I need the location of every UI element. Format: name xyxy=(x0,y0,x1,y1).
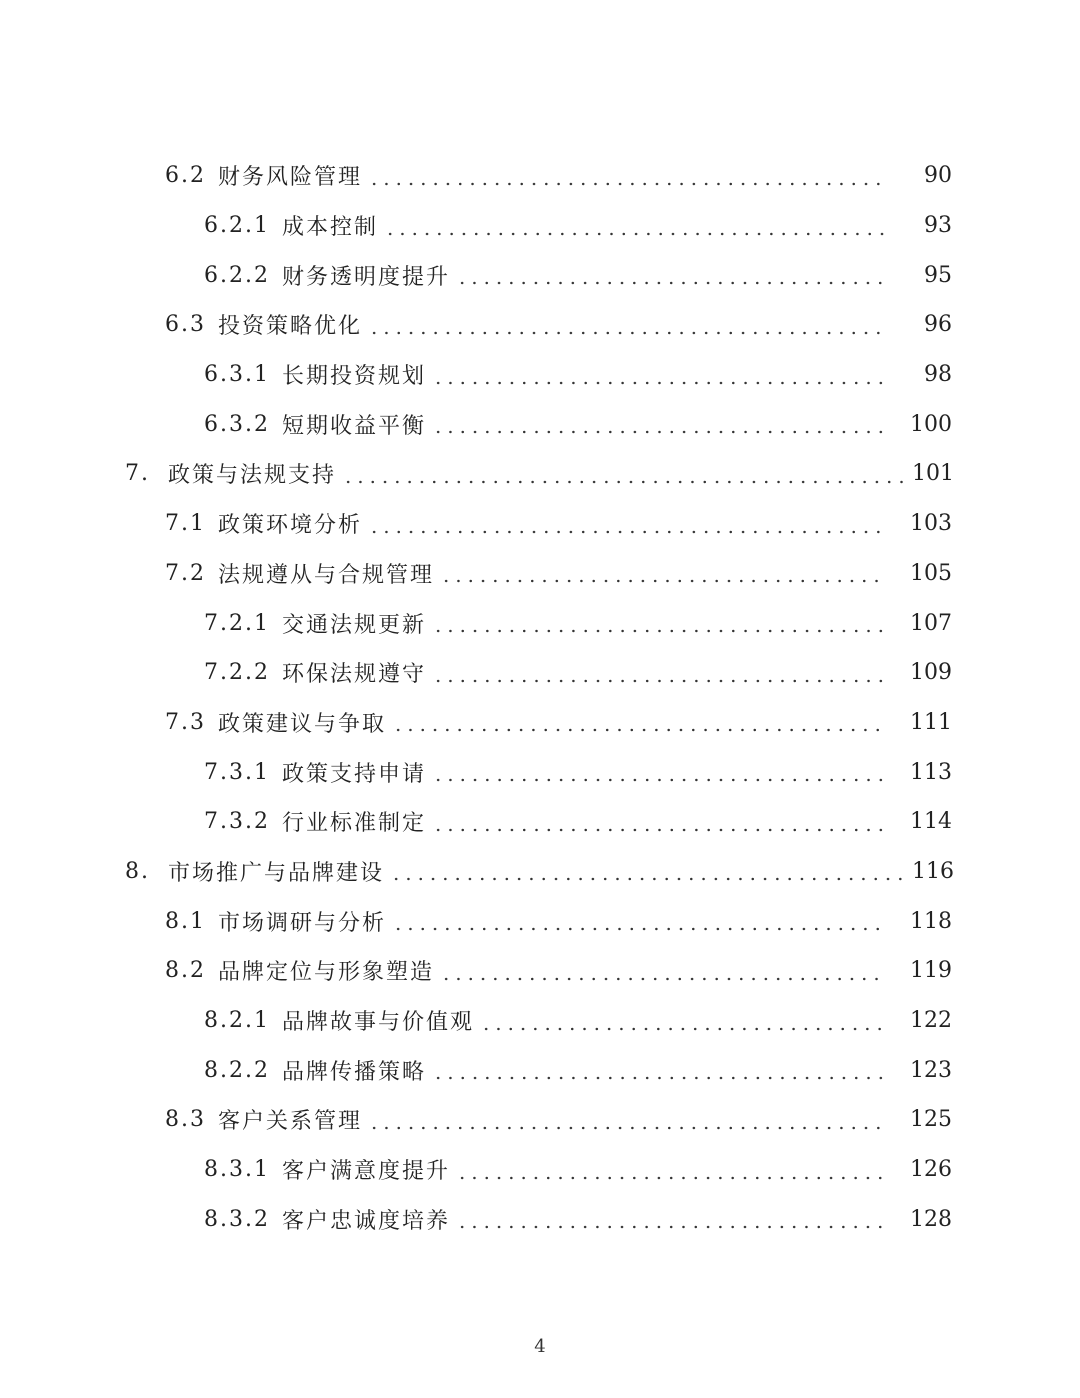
dot-leader xyxy=(432,381,884,385)
toc-entry[interactable] xyxy=(0,1194,1080,1244)
dot-leader xyxy=(368,530,884,534)
toc-entry-number: 7.2 xyxy=(165,560,206,586)
toc-entry[interactable] xyxy=(0,698,1080,748)
toc-entry-page: 100 xyxy=(910,411,952,437)
toc-entry-number: 7.3.2 xyxy=(204,809,270,835)
toc-entry-title: 法规遵从与合规管理 xyxy=(218,562,435,588)
page-number: 4 xyxy=(534,1336,546,1357)
toc-entry[interactable] xyxy=(0,151,1080,201)
toc-entry-title: 投资策略优化 xyxy=(218,314,363,340)
toc-entry[interactable] xyxy=(0,499,1080,549)
toc-entry-number: 8.2.1 xyxy=(204,1008,270,1034)
dot-leader xyxy=(368,1126,884,1130)
dot-leader xyxy=(368,182,884,186)
toc-entry-number: 6.2.1 xyxy=(204,213,270,239)
toc-entry-title: 环保法规遵守 xyxy=(281,662,426,688)
toc-entry-number: 7.2.1 xyxy=(204,610,270,636)
toc-entry[interactable] xyxy=(0,797,1080,847)
dot-leader xyxy=(384,232,884,236)
toc-entry-title: 市场推广与品牌建设 xyxy=(168,860,385,886)
toc-entry-title: 客户关系管理 xyxy=(218,1109,363,1135)
toc-entry[interactable] xyxy=(0,1145,1080,1195)
toc-entry-page: 114 xyxy=(910,809,952,835)
toc-entry-title: 财务风险管理 xyxy=(218,165,363,191)
toc-entry-page: 90 xyxy=(924,163,952,189)
dot-leader xyxy=(456,1225,884,1229)
toc-entry-number: 7.2.2 xyxy=(204,660,270,686)
toc-entry-title: 政策支持申请 xyxy=(281,761,426,787)
dot-leader xyxy=(456,281,884,285)
toc-entry-title: 品牌传播策略 xyxy=(281,1059,426,1085)
toc-entry-page: 105 xyxy=(910,560,952,586)
toc-entry-number: 6.3 xyxy=(165,312,206,338)
toc-entry-page: 103 xyxy=(910,511,952,537)
toc-entry[interactable] xyxy=(0,648,1080,698)
toc-entry-title: 行业标准制定 xyxy=(281,811,426,837)
toc-entry-number: 7.3 xyxy=(165,709,206,735)
toc-entry[interactable] xyxy=(0,946,1080,996)
toc-entry-title: 短期收益平衡 xyxy=(281,413,426,439)
toc-entry-number: 7.1 xyxy=(165,511,206,537)
dot-leader xyxy=(390,877,910,881)
toc-entry-number: 6.2 xyxy=(165,163,206,189)
toc-entry[interactable] xyxy=(0,350,1080,400)
dot-leader xyxy=(432,679,884,683)
toc-entry-title: 财务透明度提升 xyxy=(281,264,450,290)
toc-entry-page: 126 xyxy=(910,1157,952,1183)
toc-entry-page: 109 xyxy=(910,660,952,686)
toc-entry[interactable] xyxy=(0,300,1080,350)
toc-entry[interactable] xyxy=(0,598,1080,648)
toc-entry[interactable] xyxy=(0,449,1080,499)
table-of-contents xyxy=(0,151,1080,1244)
toc-entry[interactable] xyxy=(0,896,1080,946)
dot-leader xyxy=(440,579,884,583)
toc-entry-page: 119 xyxy=(910,958,952,984)
toc-entry[interactable] xyxy=(0,1045,1080,1095)
toc-entry-number: 8.1 xyxy=(165,908,206,934)
toc-entry-page: 118 xyxy=(910,908,952,934)
toc-entry[interactable] xyxy=(0,747,1080,797)
toc-entry-page: 123 xyxy=(910,1057,952,1083)
toc-entry-page: 128 xyxy=(910,1206,952,1232)
toc-entry-title: 政策环境分析 xyxy=(218,513,363,539)
toc-entry-number: 8.2.2 xyxy=(204,1057,270,1083)
toc-entry-title: 交通法规更新 xyxy=(281,612,426,638)
dot-leader xyxy=(392,728,884,732)
dot-leader xyxy=(392,927,884,931)
toc-entry-page: 96 xyxy=(924,312,952,338)
toc-entry-number: 7.3.1 xyxy=(204,759,270,785)
toc-entry-page: 122 xyxy=(910,1008,952,1034)
toc-entry-page: 95 xyxy=(924,262,952,288)
dot-leader xyxy=(432,430,884,434)
toc-entry-title: 品牌故事与价值观 xyxy=(281,1010,474,1036)
toc-entry-title: 成本控制 xyxy=(281,215,378,241)
toc-entry[interactable] xyxy=(0,250,1080,300)
toc-entry-page: 125 xyxy=(910,1107,952,1133)
toc-entry-page: 98 xyxy=(924,362,952,388)
dot-leader xyxy=(432,629,884,633)
dot-leader xyxy=(342,480,910,484)
toc-entry-title: 市场调研与分析 xyxy=(218,910,387,936)
toc-entry-number: 6.3.2 xyxy=(204,411,270,437)
toc-entry-page: 113 xyxy=(910,759,952,785)
toc-entry-title: 长期投资规划 xyxy=(281,364,426,390)
toc-entry-page: 93 xyxy=(924,213,952,239)
toc-entry-title: 品牌定位与形象塑造 xyxy=(218,960,435,986)
dot-leader xyxy=(432,778,884,782)
dot-leader xyxy=(368,331,884,335)
toc-entry[interactable] xyxy=(0,1095,1080,1145)
toc-entry-number: 6.2.2 xyxy=(204,262,270,288)
toc-entry[interactable] xyxy=(0,549,1080,599)
toc-entry-number: 8. xyxy=(125,858,150,884)
toc-entry-number: 8.3.1 xyxy=(204,1157,270,1183)
toc-entry[interactable] xyxy=(0,996,1080,1046)
toc-entry-number: 8.3 xyxy=(165,1107,206,1133)
toc-entry-number: 7. xyxy=(125,461,150,487)
dot-leader xyxy=(480,1027,884,1031)
toc-entry-number: 6.3.1 xyxy=(204,362,270,388)
toc-entry-title: 客户满意度提升 xyxy=(281,1159,450,1185)
dot-leader xyxy=(440,977,884,981)
toc-entry-number: 8.3.2 xyxy=(204,1206,270,1232)
dot-leader xyxy=(456,1176,884,1180)
toc-entry[interactable] xyxy=(0,399,1080,449)
dot-leader xyxy=(432,1076,884,1080)
toc-entry-title: 政策建议与争取 xyxy=(218,711,387,737)
toc-entry-title: 政策与法规支持 xyxy=(168,463,337,489)
toc-entry-page: 111 xyxy=(910,709,952,735)
toc-entry[interactable] xyxy=(0,847,1080,897)
toc-entry[interactable] xyxy=(0,201,1080,251)
toc-entry-page: 101 xyxy=(912,461,954,487)
toc-entry-number: 8.2 xyxy=(165,958,206,984)
toc-entry-page: 116 xyxy=(912,858,954,884)
toc-entry-title: 客户忠诚度培养 xyxy=(281,1208,450,1234)
toc-entry-page: 107 xyxy=(910,610,952,636)
dot-leader xyxy=(432,828,884,832)
